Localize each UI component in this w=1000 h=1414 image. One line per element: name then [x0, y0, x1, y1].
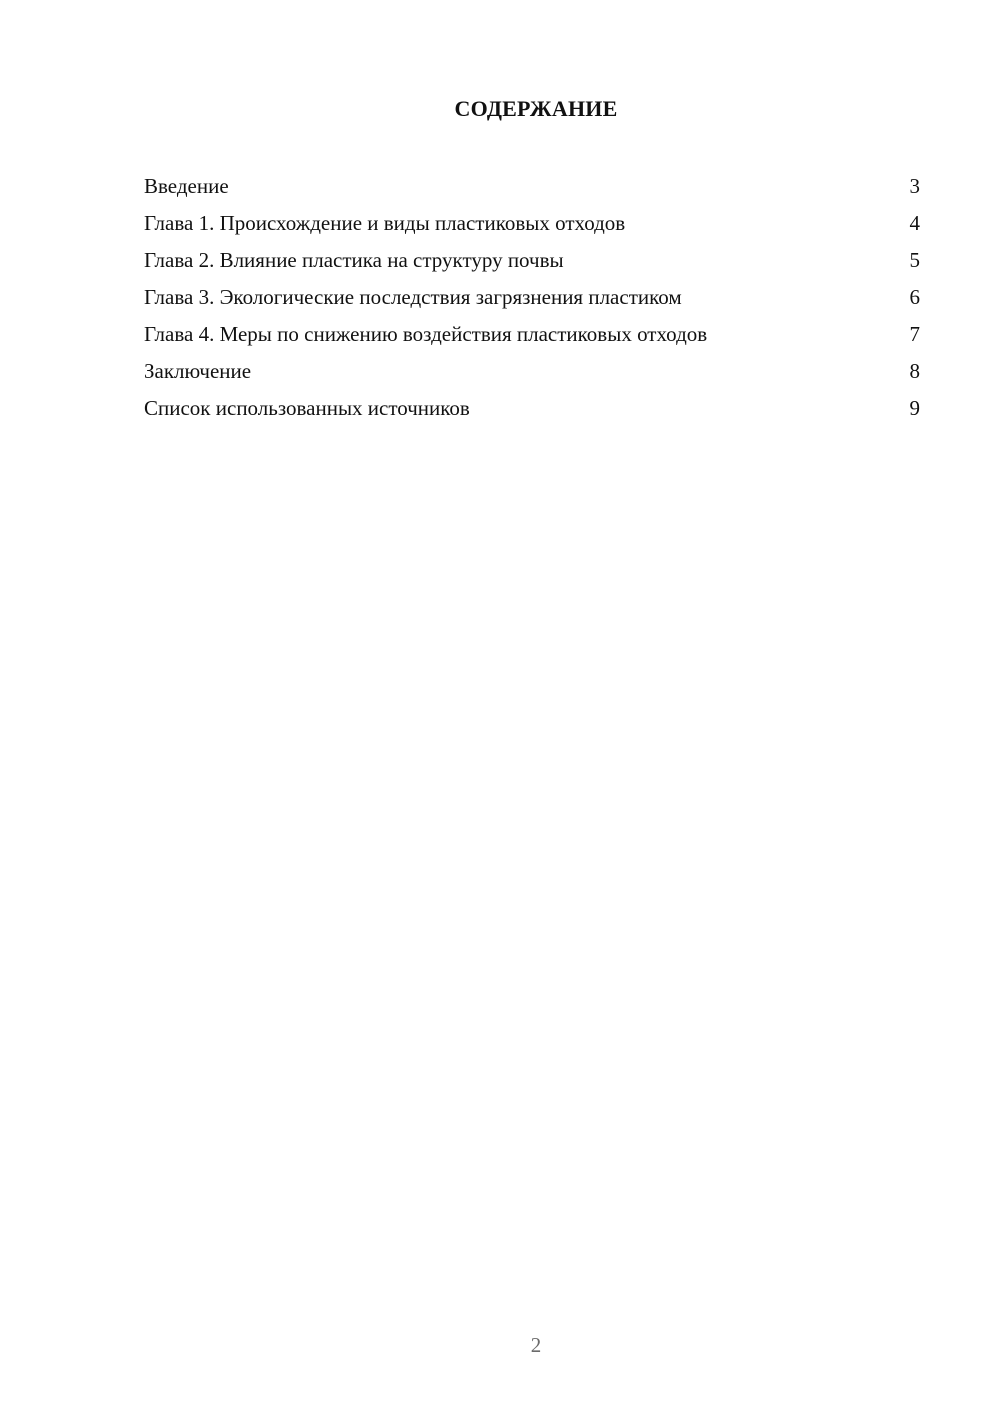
- toc-entry-page-number: 7: [909, 322, 920, 346]
- footer-page-number: 2: [530, 1333, 542, 1357]
- toc-entry-title: Список использованных источников: [144, 396, 470, 420]
- toc-entry-page-number: 4: [909, 211, 920, 235]
- toc-entry-title: Глава 1. Происхождение и виды пластиковых отходов: [144, 211, 626, 235]
- table-of-contents: [144, 168, 920, 427]
- toc-entry-page-number: 5: [909, 248, 920, 272]
- toc-entry-page-number: 8: [909, 359, 920, 383]
- toc-entry-chapter-4: [144, 316, 920, 353]
- toc-entry-introduction: [144, 168, 920, 205]
- toc-entry-title: Глава 3. Экологические последствия загрязнения пластиком: [144, 285, 682, 309]
- toc-entry-title: Введение: [144, 174, 229, 198]
- toc-entry-references: [144, 390, 920, 427]
- page-title: СОДЕРЖАНИЕ: [454, 96, 618, 121]
- toc-entry-page-number: 9: [909, 396, 920, 420]
- toc-entry-chapter-2: [144, 242, 920, 279]
- toc-entry-conclusion: [144, 353, 920, 390]
- toc-entry-title: Заключение: [144, 359, 252, 383]
- toc-entry-chapter-1: [144, 205, 920, 242]
- toc-entry-title: Глава 2. Влияние пластика на структуру почвы: [144, 248, 564, 272]
- toc-entry-title: Глава 4. Меры по снижению воздействия пластиковых отходов: [144, 322, 708, 346]
- toc-entry-page-number: 3: [909, 174, 920, 198]
- toc-entry-page-number: 6: [909, 285, 920, 309]
- toc-entry-chapter-3: [144, 279, 920, 316]
